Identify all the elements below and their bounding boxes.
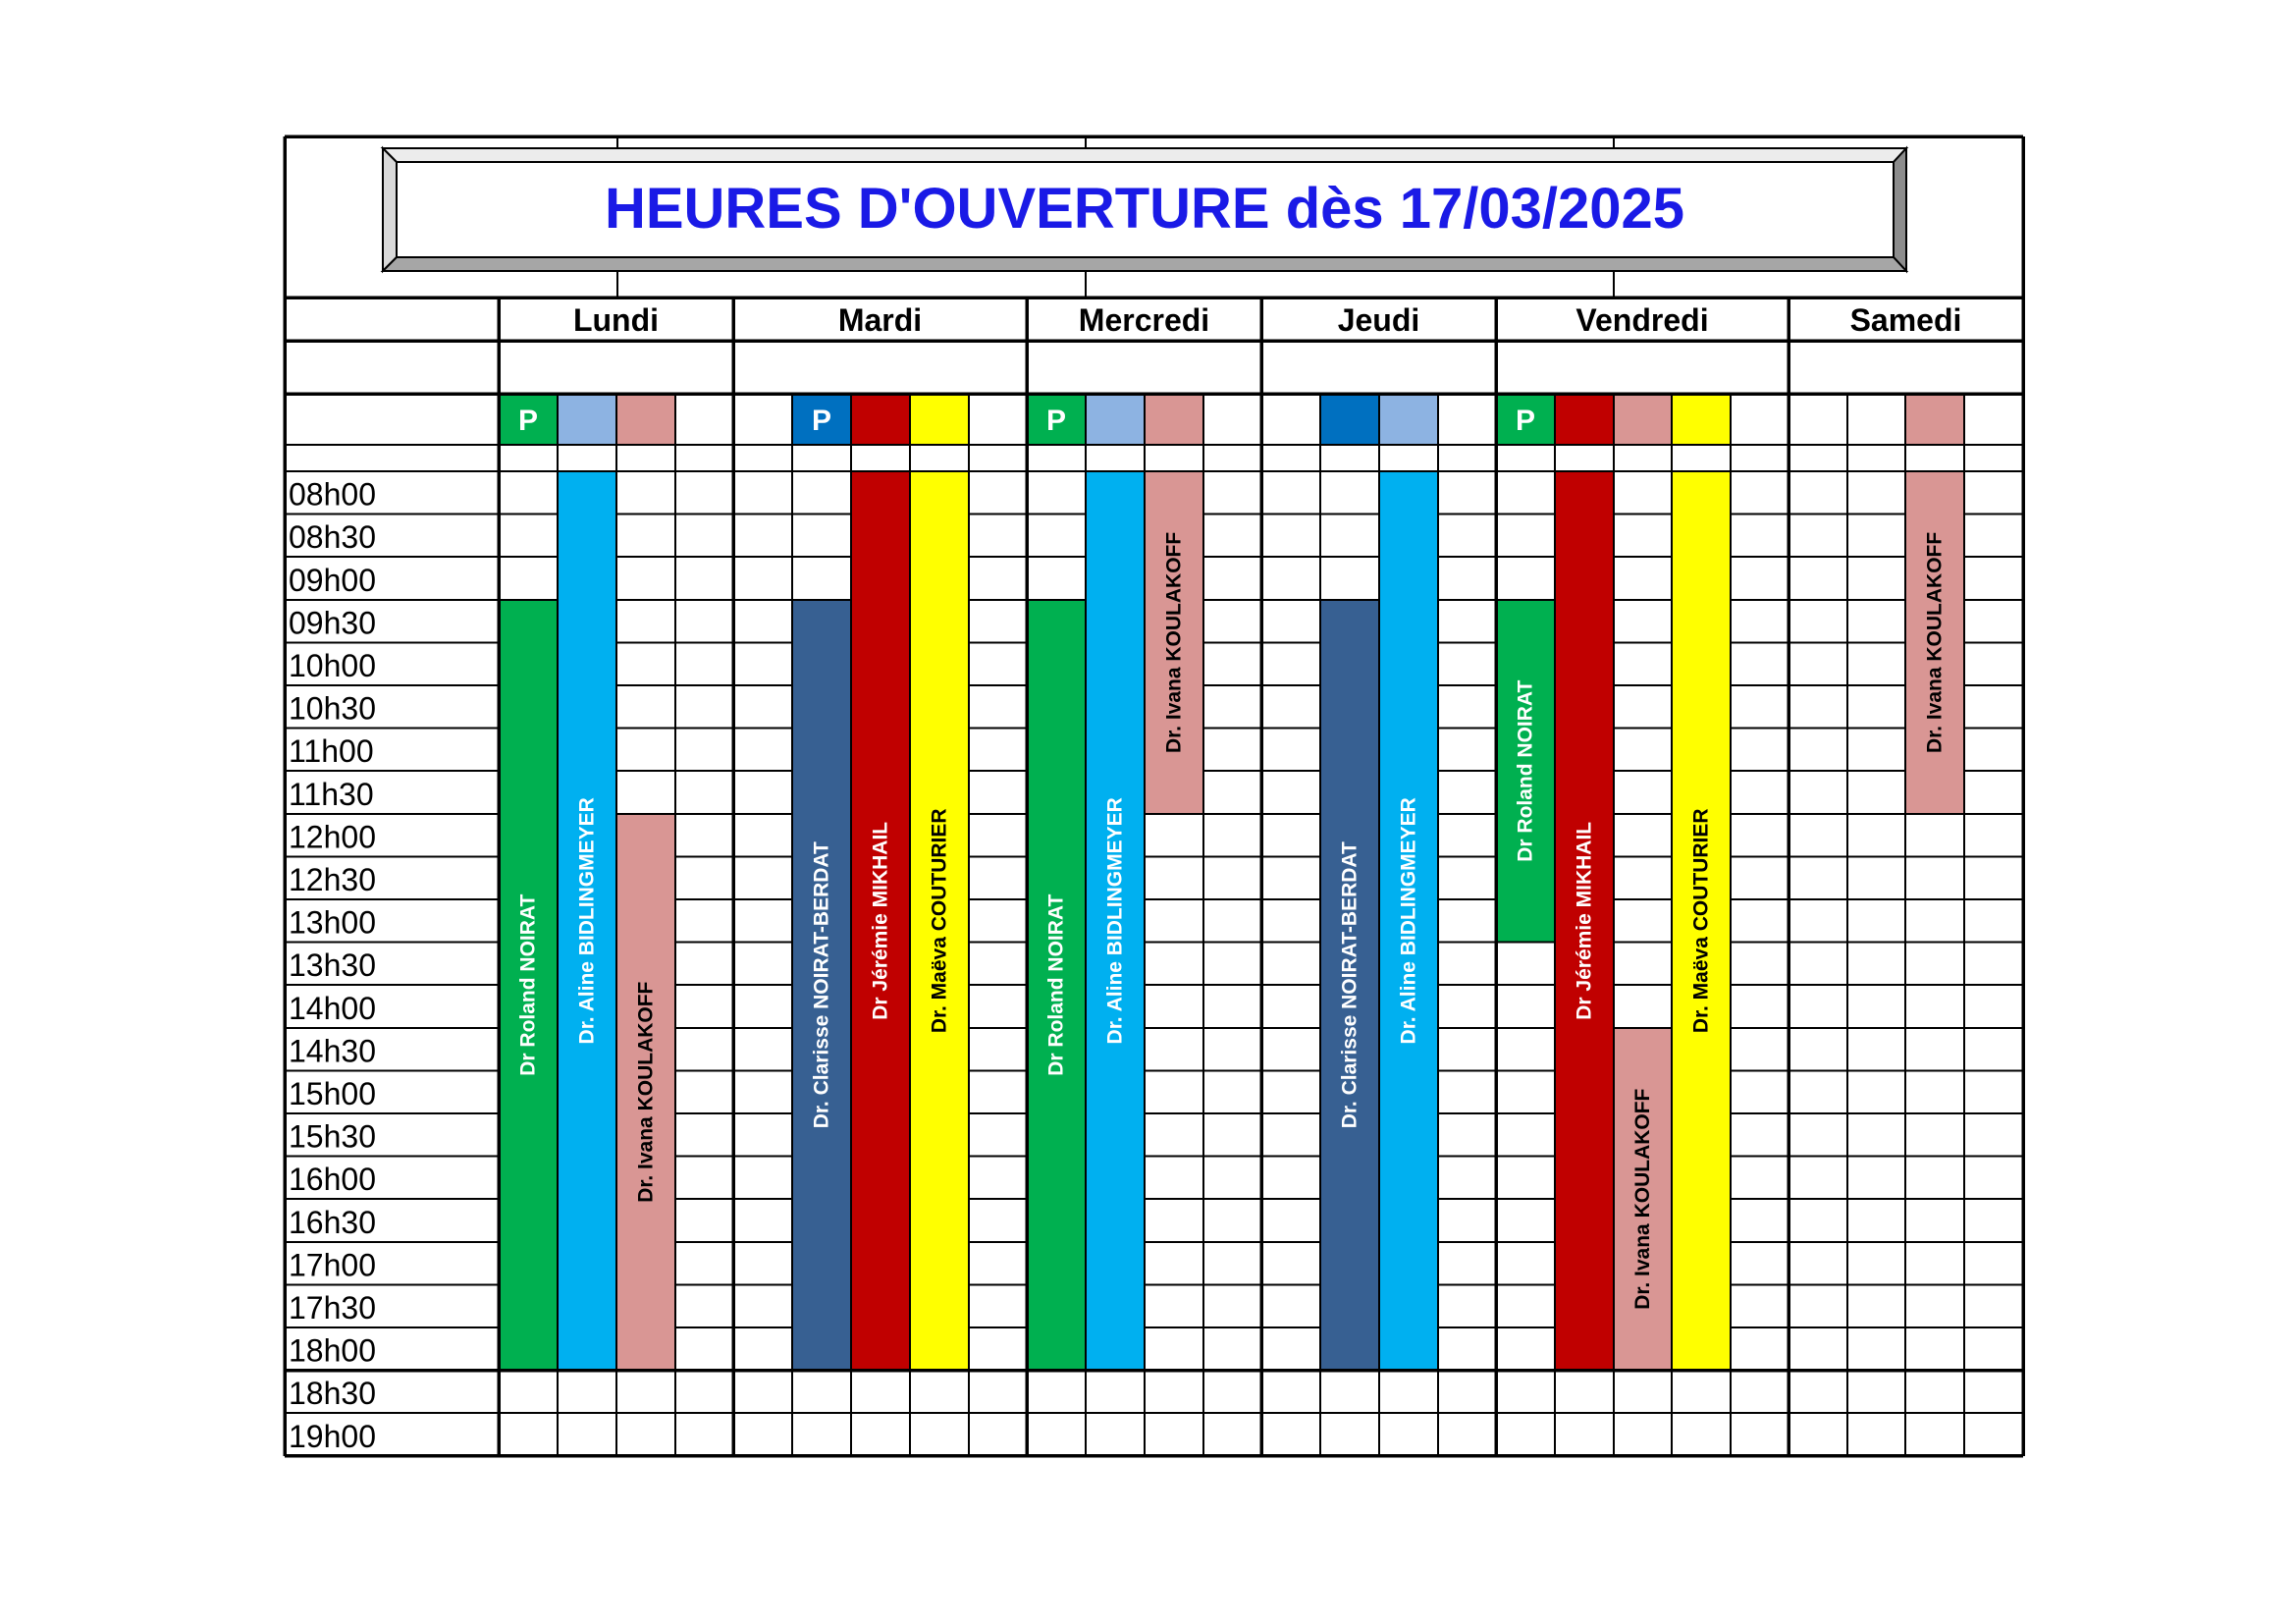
legend-p-label: P — [517, 405, 539, 437]
doctor-name: Dr. Clarisse NOIRAT-BERDAT — [810, 841, 833, 1129]
title-frame-left-bevel — [383, 148, 397, 271]
time-label: 09h00 — [289, 562, 376, 598]
legend-swatch — [1320, 394, 1379, 445]
time-label: 18h00 — [289, 1332, 376, 1369]
legend-swatch — [1614, 394, 1672, 445]
day-header: Lundi — [572, 302, 660, 338]
time-label: 11h30 — [289, 776, 374, 812]
time-label: 13h00 — [289, 904, 376, 941]
legend-swatch — [616, 394, 675, 445]
schedule-fills — [499, 394, 1964, 1371]
legend-swatch — [1086, 394, 1145, 445]
doctor-name: Dr. Ivana KOULAKOFF — [1923, 531, 1947, 754]
time-label: 08h30 — [289, 519, 376, 556]
doctor-name: Dr. Ivana KOULAKOFF — [1162, 531, 1186, 754]
time-label: 11h00 — [289, 733, 374, 770]
time-label: 12h00 — [289, 819, 376, 855]
day-header: Jeudi — [1337, 302, 1420, 338]
title-frame-bottom-bevel — [383, 257, 1906, 271]
time-label: 08h00 — [289, 476, 376, 513]
time-label: 10h00 — [289, 648, 376, 683]
doctor-name: Dr Jérémie MIKHAIL — [1573, 821, 1596, 1020]
time-label: 14h30 — [289, 1033, 376, 1069]
day-header: Samedi — [1849, 302, 1962, 338]
doctor-name: Dr. Aline BIDLINGMEYER — [1103, 797, 1127, 1045]
doctor-name: Dr. Ivana KOULAKOFF — [1631, 1088, 1654, 1310]
legend-swatch — [558, 394, 616, 445]
legend-swatch — [1555, 394, 1614, 445]
day-header: Mardi — [837, 302, 923, 338]
doctor-name: Dr. Maëva COUTURIER — [1689, 808, 1713, 1034]
legend-swatch — [851, 394, 910, 445]
title-frame-top-bevel — [383, 148, 1906, 162]
time-label: 17h30 — [289, 1290, 376, 1326]
doctor-name: Dr. Maëva COUTURIER — [928, 808, 951, 1034]
legend-p-label: P — [1515, 405, 1536, 437]
time-label: 17h00 — [289, 1247, 376, 1283]
time-label: 15h30 — [289, 1118, 376, 1155]
legend-p-label: P — [811, 405, 832, 437]
legend-swatch — [1905, 394, 1964, 445]
page-title: HEURES D'OUVERTURE dès 17/03/2025 — [604, 177, 1685, 241]
doctor-name: Dr Roland NOIRAT — [516, 893, 540, 1076]
doctor-name: Dr. Aline BIDLINGMEYER — [1397, 797, 1420, 1045]
day-header: Vendredi — [1575, 302, 1709, 338]
doctor-name: Dr. Aline BIDLINGMEYER — [575, 797, 599, 1045]
time-label: 16h00 — [289, 1162, 376, 1198]
legend-swatch — [1145, 394, 1203, 445]
doctor-name: Dr Roland NOIRAT — [1044, 893, 1068, 1076]
legend-p-label: P — [1045, 405, 1067, 437]
doctor-name: Dr. Ivana KOULAKOFF — [634, 981, 658, 1203]
legend-swatch — [910, 394, 969, 445]
time-label: 15h00 — [289, 1076, 376, 1111]
legend-swatch — [1672, 394, 1731, 445]
time-label: 09h30 — [289, 605, 376, 641]
time-label: 14h00 — [289, 990, 376, 1026]
doctor-name: Dr Jérémie MIKHAIL — [869, 821, 892, 1020]
legend-swatch — [1379, 394, 1438, 445]
doctor-name: Dr Roland NOIRAT — [1514, 679, 1537, 862]
time-label: 16h30 — [289, 1204, 376, 1240]
title-frame-right-bevel — [1894, 148, 1906, 271]
time-label: 19h00 — [289, 1418, 376, 1454]
time-label: 13h30 — [289, 947, 376, 984]
doctor-name: Dr. Clarisse NOIRAT-BERDAT — [1338, 841, 1362, 1129]
time-label: 10h30 — [289, 690, 376, 727]
day-header: Mercredi — [1078, 302, 1210, 338]
title-frame — [383, 148, 1906, 271]
time-label: 12h30 — [289, 862, 376, 897]
time-label: 18h30 — [289, 1376, 376, 1412]
